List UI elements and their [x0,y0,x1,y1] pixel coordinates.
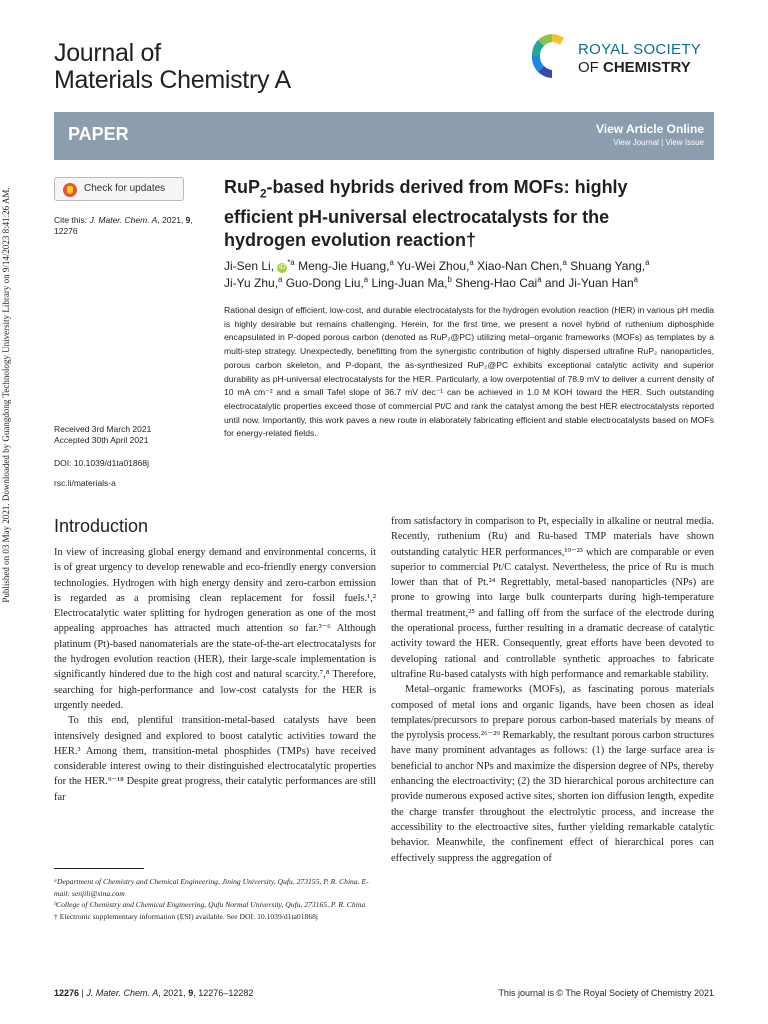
aff-sup: a [389,258,394,267]
paragraph: Metal–organic frameworks (MOFs), as fascinating porous materials composed of metal ions and organic ligands, have been chosen as ideal templates/precursors to prepare porous carbon-based materials by means of the pyrolysis process.²⁶⁻²⁹ Remarkably, the resultant porous carbon structures have many prominent advantages as follows: (1) the large surface area is beneficial to anchor NPs and maximize the dispersion degree of NPs, thereby enhancing the electroactivity; (2) the 3D hierarchical porous architecture can provide numerous exposed active sites, shorten ion diffusion length, expedite the charge transfer throughout the electrolytic process, and increase the accessibility to the electroactive sites, further yielding remarkable catalytic behavior. Meanwhile, the confinement effect of hierarchical pores can effectively suppress the aggregation of [391,684,714,864]
title-part-a: RuP [224,177,260,197]
footnotes [54,876,376,922]
page-footer-left [54,988,253,998]
aff-sup: a [469,258,474,267]
aff-sup: a [278,275,283,284]
aff-sup: a [363,275,369,284]
footnote-affiliation-b: ᵇCollege of Chemistry and Chemical Engineering, Qufu Normal University, Qufu, 273165, P. R. China [54,900,366,909]
orcid-icon[interactable]: iD [279,264,286,271]
author-6: Ji-Yu Zhu, [224,276,279,290]
author-1: Ji-Sen Li, [224,259,275,273]
paragraph: To this end, plentiful transition-metal-based catalysts have been intensively designed and explored to boost catalytic activities toward the HER.³ Among them, transition-metal phosphides (TMPs) have received considerable interest owing to their distinguished electrocatalytic properties for the HER.⁹⁻¹⁸ Despite great progress, their catalytic performances are still far [54,715,376,803]
footer-journal: J. Mater. Chem. A [86,988,159,998]
publisher-name-line2 [578,59,691,76]
author-10: and Ji-Yuan Han [541,276,634,290]
rsc-emblem-icon [530,30,574,86]
author-list [224,258,704,292]
footnote-esi: † Electronic supplementary information (ESI) available. See DOI: 10.1039/d1ta01868j [54,911,319,921]
body-column-left [54,545,376,805]
publisher-chemistry: CHEMISTRY [603,59,691,76]
author-9: Sheng-Hao Cai [451,276,538,290]
cite-year: , 2021, [157,215,186,225]
page-footer-right: This journal is © The Royal Society of Chemistry 2021 [498,988,714,998]
check-for-updates-button[interactable] [54,177,184,201]
side-note-text: Published on 03 May 2021. Downloaded by Guangdong Technology University Library on 9/14/2023 8:41:26 AM. [1,187,11,603]
doi[interactable]: DOI: 10.1039/d1ta01868j [54,458,149,468]
article-link[interactable]: rsc.li/materials-a [54,478,116,488]
abstract: Rational design of efficient, low-cost, and durable electrocatalysts for the hydrogen evolution reaction (HER) in various pH media is highly desirable but remains challenging. Herein, for the first time, we present a novel hybrid of ruthenium diphosphide encapsulated in P-doped porous carbon (denoted as RuP₂@PC) utilizing metal–organic frameworks (MOFs) as templates by a multi-step strategy. Unexpectedly, benefitting from the synergistic contribution of highly dispersed ultrafine RuP₂ nanoparticles, porous carbon skeleton, and P-dopant, the as-synthesized RuP₂@PC exhibits exceptional catalytic activity and superior durability as pH-universal electrocatalysts for the HER. Particularly, a low overpotential of 78.9 mV to deliver a current density of 10 mA cm⁻² and a small Tafel slope of 36.7 mV dec⁻¹ can be achieved in 1.0 M KOH toward the HER. Such outstanding electrocatalytic properties exceed those of commercial Pt/C and rank the catalyst among the best HER electrocatalysts reported until now. Importantly, this work paves a new route in elaborately fabricating efficient and stable electrocatalysts based on MOFs for energy-related fields. [224,305,714,439]
publisher-logo[interactable] [530,30,720,86]
cite-this [54,215,214,237]
received-date: Received 3rd March 2021 [54,424,152,434]
aff-sup: a [537,275,542,284]
check-updates-icon [63,183,77,197]
view-online-block [596,122,704,147]
view-article-online-link[interactable]: View Article Online [595,122,704,136]
footer-year: , 2021, [158,988,189,998]
author-3: Yu-Wei Zhou, [393,259,470,273]
section-label: PAPER [68,124,129,144]
author-8: Ling-Juan Ma, [368,276,448,290]
author-1-sup: *a [287,258,295,267]
author-2: Meng-Jie Huang, [294,259,390,273]
title-part-b: -based hybrids derived from MOFs: highly efficient pH-universal electrocatalysts for the hydrogen evolution reaction† [224,177,628,250]
footer-pages: , 12276–12282 [193,988,254,998]
author-7: Guo-Dong Liu, [282,276,364,290]
cite-volume: 9 [185,215,191,225]
body-column-right [391,514,714,866]
accepted-date: Accepted 30th April 2021 [54,435,149,445]
aff-sup: a [645,258,650,267]
cite-pages: , 12276 [54,215,193,236]
paragraph: from satisfactory in comparison to Pt, especially in alkaline or neutral media. Recently, ruthenium (Ru) and Ru-based TMP materials have shown outstanding catalytic HER performances,¹⁹⁻²³ which are comparable or even superior to commercial Pt/C catalyst. Nevertheless, the price of Ru is much lower than that of Pt.²⁴ Regrettably, metal-based nanoparticles (NPs) are prone to growing into large bulk counterparts during high-temperature thermal treatment,²⁵ and falling off from the surface of the electrode during the operational process, further resulting in a dramatic decrease of catalytic activity toward the HER. Consequently, great efforts have been devoted to developing rational and controllable synthetic approaches to fabricate ultrafine Ru-based catalysts with high performance and remarkable stability. [391,516,714,680]
section-banner [54,112,714,160]
cite-label: Cite this: [54,215,90,225]
aff-sup: a [562,258,567,267]
article-title [224,176,694,252]
check-for-updates-label: Check for updates [84,183,166,194]
page-number: 12276 [54,988,80,998]
journal-title [54,40,291,94]
author-4: Xiao-Nan Chen, [473,259,563,273]
publisher-name-line1: ROYAL SOCIETY [578,41,702,58]
view-journal-issue-links[interactable]: View Journal | View Issue [613,138,704,147]
cite-journal: J. Mater. Chem. A [89,215,158,225]
section-heading-introduction: Introduction [54,516,149,536]
title-subscript: 2 [260,187,267,201]
journal-title-line1: Journal of [54,39,161,67]
side-note [0,0,12,1024]
footer-volume: 9 [188,988,194,998]
journal-title-line2: Materials Chemistry A [54,66,291,94]
paragraph: In view of increasing global energy demand and environmental concerns, it is of great urgency to develop renewable and eco-friendly energy conversion technologies. Hydrogen with high energy density and zero-carbon emission is regarded as a promising clean replacement for fossil fuels.¹,² Electrocatalytic water splitting for hydrogen generation as one of the most appealing approaches has attracted much attention so far.³⁻⁶ Although platinum (Pt)-based nanomaterials are the state-of-the-art electrocatalysts for the hydrogen evolution reaction (HER), their large-scale implementation is significantly hindered due to the high cost and natural scarcity.⁷,⁸ Therefore, searching for high-performance and low-cost catalysts for the HER is urgently needed. [54,547,376,711]
author-5: Shuang Yang, [566,259,646,273]
aff-sup: b [447,275,452,284]
footnote-divider [54,868,144,869]
aff-sup: a [633,275,638,284]
footer-separator: | [79,988,87,998]
footnote-affiliation-a: ᵃDepartment of Chemistry and Chemical Engineering, Jining University, Qufu, 273155, P. R. China. E-mail: senjili@sina.com [54,877,369,898]
publisher-of: OF [578,59,603,76]
